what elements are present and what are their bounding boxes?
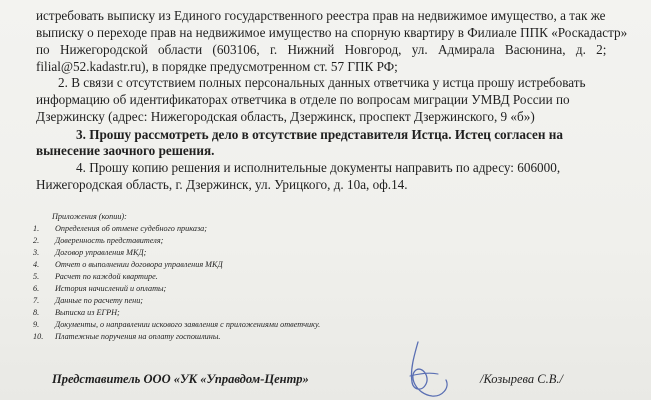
body-line-2: выписку о переходе прав на недвижимое имущество на спорную квартиру в Филиале ППК «Роскадастр» bbox=[36, 25, 628, 40]
attachment-text: Договор управления МКД; bbox=[55, 248, 147, 257]
attachment-text: Платежные поручения на оплату госпошлины. bbox=[55, 332, 221, 341]
attachment-item bbox=[33, 260, 223, 269]
handwritten-signature bbox=[388, 336, 468, 400]
attachment-item bbox=[33, 248, 146, 257]
attachment-num: 3. bbox=[33, 248, 40, 257]
attachment-item bbox=[33, 332, 220, 341]
body-line-7: Дзержинску (адрес: Нижегородская область, Дзержинск, проспект Дзержинского, 9 «б») bbox=[36, 109, 535, 124]
attachment-num: 10. bbox=[33, 332, 44, 341]
attachment-num: 5. bbox=[33, 272, 40, 281]
attachment-num: 6. bbox=[33, 284, 40, 293]
attachment-item bbox=[33, 224, 207, 233]
attachment-item bbox=[33, 284, 166, 293]
attachment-item bbox=[33, 308, 120, 317]
attachment-num: 1. bbox=[33, 224, 40, 233]
body-line-4: filial@52.kadastr.ru), в порядке предусмотренном ст. 57 ГПК РФ; bbox=[36, 59, 398, 74]
attachment-text: Выписка из ЕГРН; bbox=[55, 308, 120, 317]
attachment-item bbox=[33, 272, 158, 281]
body-line-11: Нижегородская область, г. Дзержинск, ул. Урицкого, д. 10а, оф.14. bbox=[36, 177, 408, 192]
body-line-10: 4. Прошу копию решения и исполнительные документы направить по адресу: 606000, bbox=[76, 160, 561, 175]
body-line-5: 2. В связи с отсутствием полных персональных данных ответчика у истца прошу истребовать bbox=[58, 75, 586, 90]
body-line-6: информацию об идентификаторах ответчика в отделе по вопросам миграции УМВД России по bbox=[36, 92, 570, 107]
body-line-3: по Нижегородской области (603106, г. Нижний Новгород, ул. Адмирала Васюнина, д. 2; bbox=[36, 42, 607, 57]
attachment-item bbox=[33, 236, 163, 245]
body-line-9: вынесение заочного решения. bbox=[36, 143, 215, 158]
attachment-num: 4. bbox=[33, 260, 40, 269]
representative-label: Представитель ООО «УК «Управдом-Центр» bbox=[52, 372, 309, 386]
attachment-text: Отчет о выполнении договора управления МКД bbox=[55, 260, 223, 269]
attachments-title: Приложения (копии): bbox=[52, 212, 127, 221]
attachment-text: История начислений и оплаты; bbox=[55, 284, 167, 293]
attachment-text: Документы, о направлении искового заявления с приложениями ответчику. bbox=[55, 320, 321, 329]
attachment-num: 7. bbox=[33, 296, 40, 305]
attachment-text: Доверенность представителя; bbox=[55, 236, 164, 245]
attachment-text: Данные по расчету пени; bbox=[55, 296, 144, 305]
attachment-text: Расчет по каждой квартире. bbox=[55, 272, 158, 281]
body-line-1: истребовать выписку из Единого государственного реестра прав на недвижимое имущество, а так же bbox=[36, 8, 606, 23]
attachment-text: Определения об отмене судебного приказа; bbox=[55, 224, 207, 233]
attachment-item bbox=[33, 320, 320, 329]
attachment-num: 8. bbox=[33, 308, 40, 317]
attachment-num: 2. bbox=[33, 236, 40, 245]
body-line-8: 3. Прошу рассмотреть дело в отсутствие представителя Истца. Истец согласен на bbox=[76, 127, 563, 142]
attachment-item bbox=[33, 296, 143, 305]
signatory-name: /Козырева С.В./ bbox=[480, 372, 563, 386]
attachment-num: 9. bbox=[33, 320, 40, 329]
